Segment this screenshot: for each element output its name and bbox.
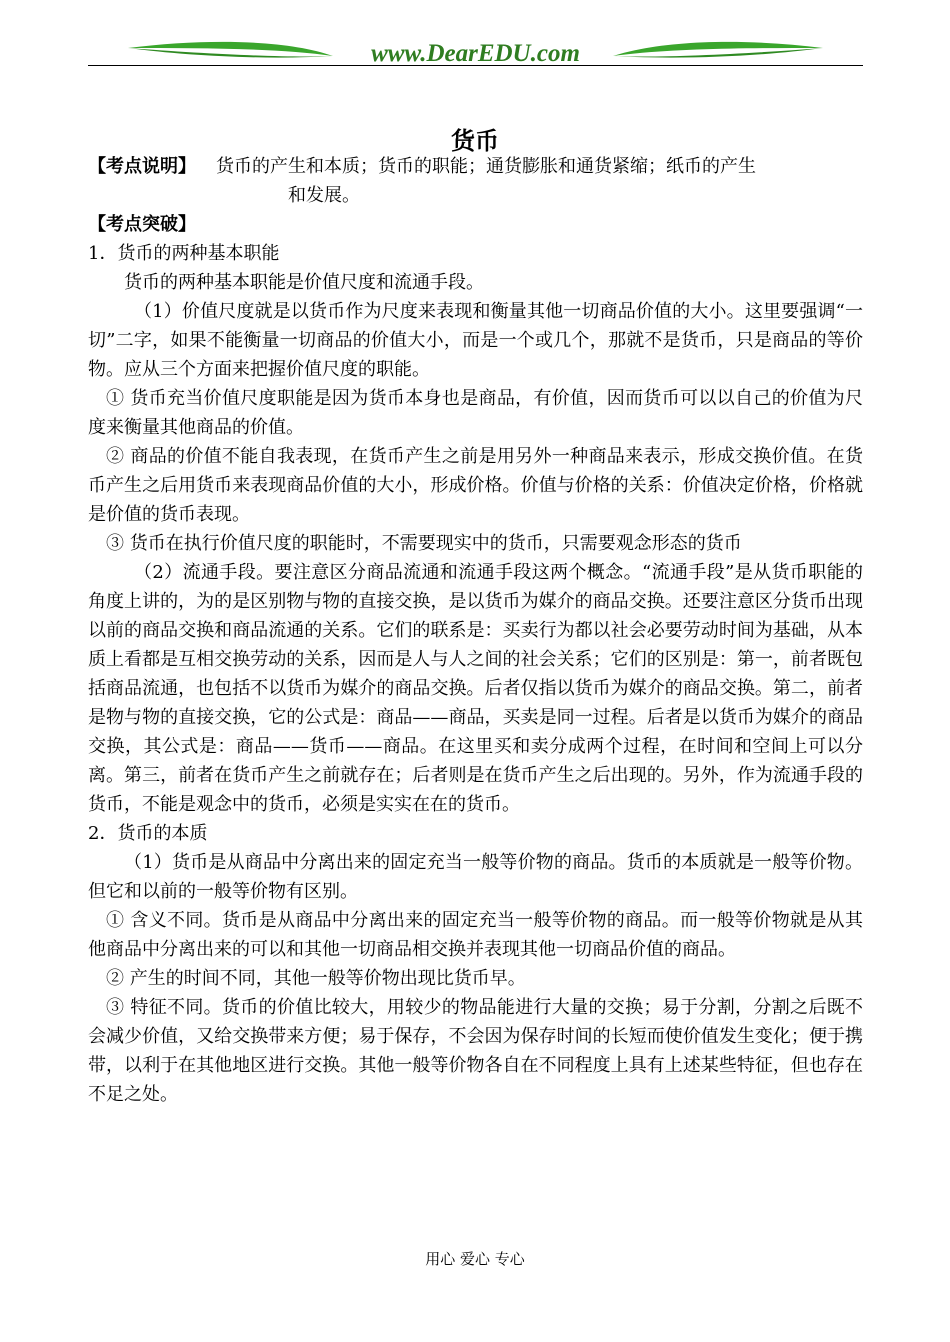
header-rule bbox=[88, 65, 863, 66]
kaodian-text-line2: 和发展。 bbox=[288, 185, 360, 206]
section-1-point-1: ① 货币充当价值尺度职能是因为货币本身也是商品，有价值，因而货币可以以自己的价值为尺度来衡量其他商品的价值。 bbox=[88, 388, 863, 438]
page-footer: 用心 爱心 专心 bbox=[425, 1250, 525, 1268]
kaodian-text-line1: 货币的产生和本质；货币的职能；通货膨胀和通货紧缩；纸币的产生 bbox=[216, 156, 756, 177]
section-2-point-3: ③ 特征不同。货币的价值比较大，用较少的物品能进行大量的交换；易于分割，分割之后既不会减少价值，又给交换带来方便；易于保存，不会因为保存时间的长短而使价值发生变化；便于携带，以利于在其他地区进行交换。其他一般等价物各自在不同程度上具有上述某些特征，但也存在不足之处。 bbox=[88, 997, 863, 1105]
section-2-para-1: （1）货币是从商品中分离出来的固定充当一般等价物的商品。货币的本质就是一般等价物。但它和以前的一般等价物有区别。 bbox=[88, 852, 863, 902]
section-1-heading: 1．货币的两种基本职能 bbox=[88, 243, 280, 264]
site-logo-text[interactable]: www.DearEDU.com bbox=[371, 40, 580, 67]
section-1-intro: 货币的两种基本职能是价值尺度和流通手段。 bbox=[124, 272, 484, 293]
kaodian-explanation bbox=[88, 152, 863, 181]
page-title: 货币 bbox=[451, 126, 499, 155]
document-body bbox=[88, 152, 863, 1109]
kaodian-label: 【考点说明】 bbox=[88, 156, 196, 177]
tupo-label: 【考点突破】 bbox=[88, 214, 196, 235]
section-2-point-1: ① 含义不同。货币是从商品中分离出来的固定充当一般等价物的商品。而一般等价物就是从其他商品中分离出来的可以和其他一切商品相交换并表现其他一切商品价值的商品。 bbox=[88, 910, 863, 960]
page-header bbox=[88, 34, 863, 74]
section-1-point-3: ③ 货币在执行价值尺度的职能时，不需要现实中的货币，只需要观念形态的货币 bbox=[106, 533, 742, 554]
section-1-point-2: ② 商品的价值不能自我表现，在货币产生之前是用另外一种商品来表示，形成交换价值。在货币产生之后用货币来表现商品价值的大小，形成价格。价值与价格的关系：价值决定价格，价格就是价值的货币表现。 bbox=[88, 446, 863, 525]
section-1-para-2: （2）流通手段。要注意区分商品流通和流通手段这两个概念。“流通手段”是从货币职能的角度上讲的，为的是区别物与物的直接交换，是以货币为媒介的商品交换。还要注意区分货币出现以前的商品交换和商品流通的关系。它们的联系是：买卖行为都以社会必要劳动时间为基础，从本质上看都是互相交换劳动的关系，因而是人与人之间的社会关系；它们的区别是：第一，前者既包括商品流通，也包括不以货币为媒介的商品交换。后者仅指以货币为媒介的商品交换。第二，前者是物与物的直接交换，它的公式是：商品——商品，买卖是同一过程。后者是以货币为媒介的商品交换，其公式是：商品——货币——商品。在这里买和卖分成两个过程，在时间和空间上可以分离。第三，前者在货币产生之前就存在；后者则是在货币产生之后出现的。另外，作为流通手段的货币，不能是观念中的货币，必须是实实在在的货币。 bbox=[88, 562, 863, 815]
section-1-para-1: （1）价值尺度就是以货币作为尺度来表现和衡量其他一切商品价值的大小。这里要强调“一切”二字，如果不能衡量一切商品的价值大小，而是一个或几个，那就不是货币，只是商品的等价物。应从三个方面来把握价值尺度的职能。 bbox=[88, 301, 863, 380]
section-2-heading: 2．货币的本质 bbox=[88, 823, 208, 844]
section-2-point-2: ② 产生的时间不同，其他一般等价物出现比货币早。 bbox=[106, 968, 526, 989]
